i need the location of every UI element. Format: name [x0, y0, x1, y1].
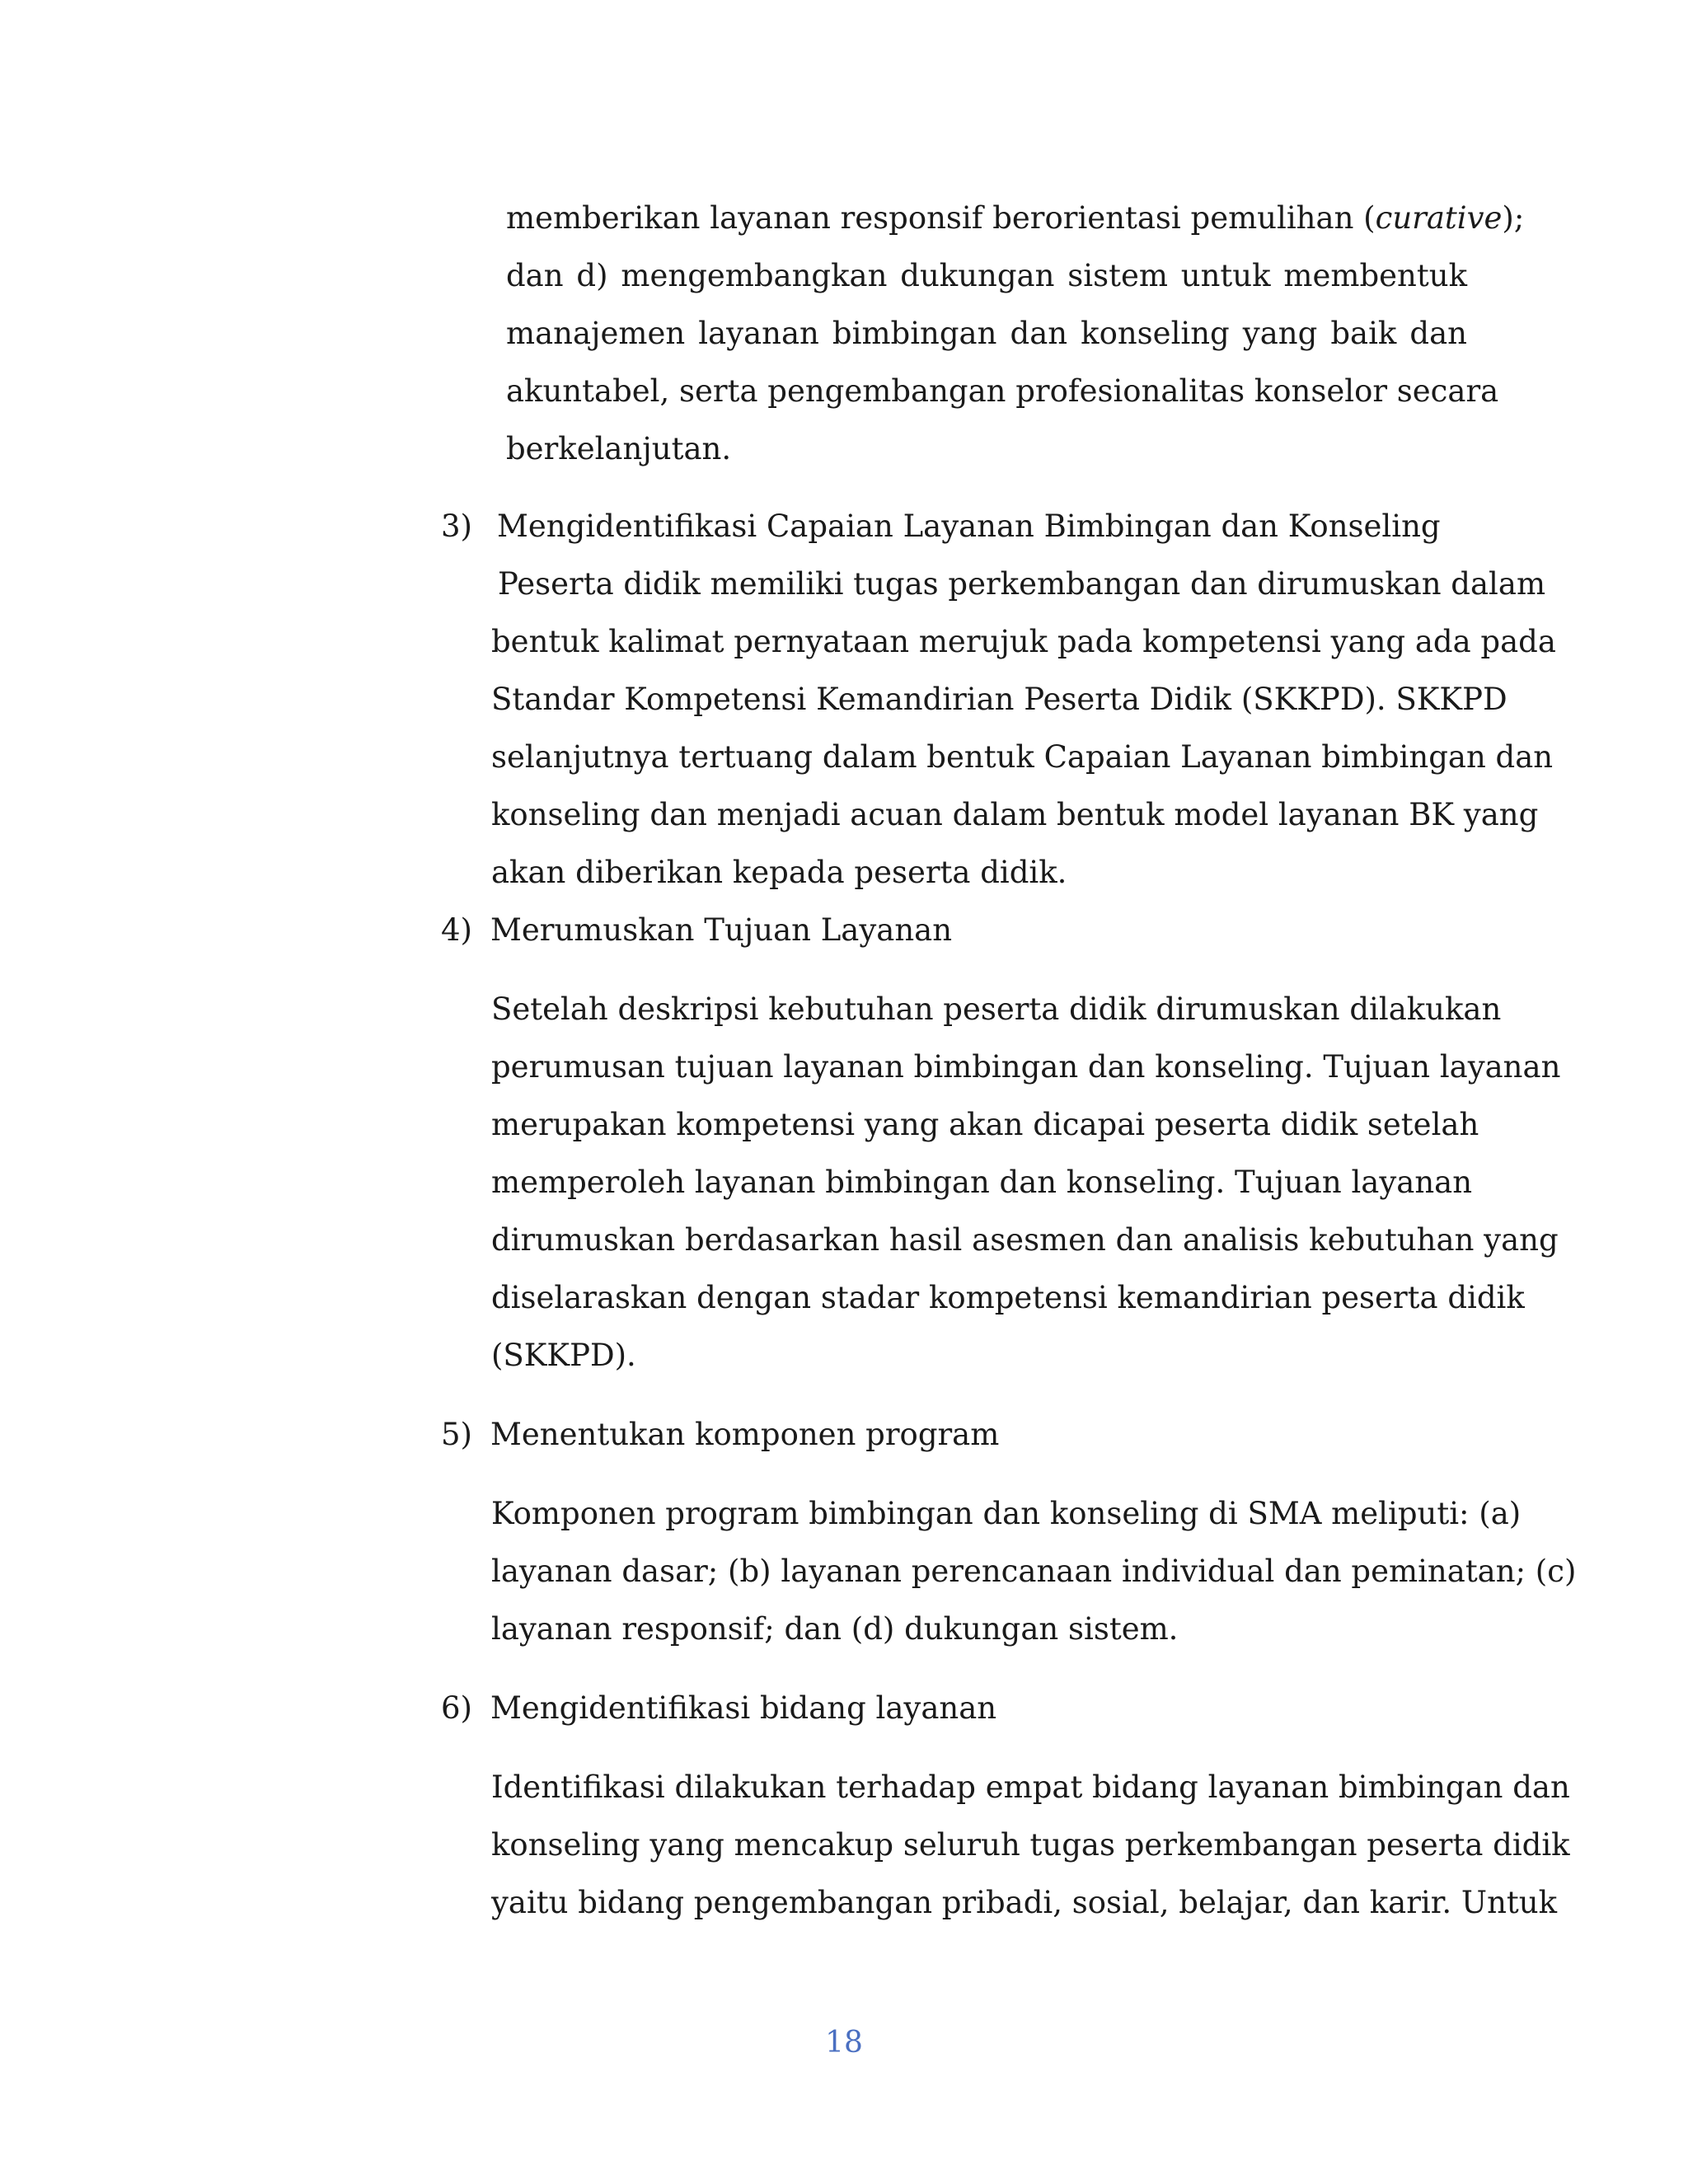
item-6-heading	[441, 1680, 996, 1737]
item-4-line-2: perumusan tujuan layanan bimbingan dan konseling. Tujuan layanan	[491, 1049, 1561, 1085]
page-number: 18	[825, 2026, 863, 2060]
item-4-title: Merumuskan Tujuan Layanan	[490, 912, 953, 948]
item-4-line-4: memperoleh layanan bimbingan dan konseling. Tujuan layanan	[491, 1165, 1473, 1200]
item-6-number: 6)	[441, 1690, 472, 1726]
item-5-heading	[441, 1406, 999, 1464]
item-6-line-3: yaitu bidang pengembangan pribadi, sosial, belajar, dan karir. Untuk	[491, 1885, 1558, 1920]
item-3-line-4: selanjutnya tertuang dalam bentuk Capaian Layanan bimbingan dan	[491, 739, 1554, 775]
item-5-line-2: layanan dasar; (b) layanan perencanaan individual dan peminatan; (c)	[491, 1554, 1577, 1589]
item-6-line-2: konseling yang mencakup seluruh tugas perkembangan peserta didik	[491, 1827, 1570, 1863]
item-6-paragraph	[491, 1759, 1570, 1932]
intro-line-5: berkelanjutan.	[506, 431, 732, 466]
item-5-title: Menentukan komponen program	[490, 1417, 1000, 1452]
item-4-line-1: Setelah deskripsi kebutuhan peserta didik dirumuskan dilakukan	[491, 991, 1502, 1027]
item-4-line-3: merupakan kompetensi yang akan dicapai peserta didik setelah	[491, 1107, 1479, 1142]
item-4-line-7: (SKKPD).	[491, 1338, 636, 1373]
item-5-line-1: Komponen program bimbingan dan konseling di SMA meliputi: (a)	[491, 1496, 1522, 1531]
item-5-line-3: layanan responsif; dan (d) dukungan sistem.	[491, 1611, 1179, 1647]
item-3-line-3: Standar Kompetensi Kemandirian Peserta Didik (SKKPD). SKKPD	[491, 682, 1507, 717]
item-3-heading	[441, 498, 1441, 555]
item-6-line-1: Identifikasi dilakukan terhadap empat bidang layanan bimbingan dan	[491, 1769, 1570, 1805]
item-6-title: Mengidentifikasi bidang layanan	[490, 1690, 997, 1726]
item-3-line-2: bentuk kalimat pernyataan merujuk pada kompetensi yang ada pada	[491, 624, 1556, 659]
item-4-paragraph	[491, 981, 1561, 1385]
item-3-line-6: akan diberikan kepada peserta didik.	[491, 855, 1067, 890]
item-3-number: 3)	[441, 509, 472, 544]
intro-paragraph	[506, 190, 1525, 478]
item-5-number: 5)	[441, 1417, 472, 1452]
item-3-line-5: konseling dan menjadi acuan dalam bentuk model layanan BK yang	[491, 797, 1539, 832]
item-4-heading	[441, 902, 952, 959]
curative-term: curative	[1375, 200, 1503, 236]
item-3-line-1: Peserta didik memiliki tugas perkembangan dan dirumuskan dalam	[498, 566, 1546, 602]
item-3-title: Mengidentifikasi Capaian Layanan Bimbingan dan Konseling	[497, 509, 1441, 544]
item-3-paragraph	[491, 555, 1556, 902]
item-5-paragraph	[491, 1485, 1577, 1658]
item-4-number: 4)	[441, 912, 472, 948]
intro-line-4: akuntabel, serta pengembangan profesionalitas konselor secara	[506, 373, 1499, 409]
item-4-line-5: dirumuskan berdasarkan hasil asesmen dan analisis kebutuhan yang	[491, 1222, 1559, 1258]
intro-line-1: memberikan layanan responsif berorientasi pemulihan (curative);	[506, 200, 1525, 236]
intro-line-2: dan d) mengembangkan dukungan sistem untuk membentuk	[506, 258, 1467, 293]
item-4-line-6: diselaraskan dengan stadar kompetensi kemandirian peserta didik	[491, 1280, 1525, 1315]
intro-line-3: manajemen layanan bimbingan dan konseling yang baik dan	[506, 316, 1467, 351]
